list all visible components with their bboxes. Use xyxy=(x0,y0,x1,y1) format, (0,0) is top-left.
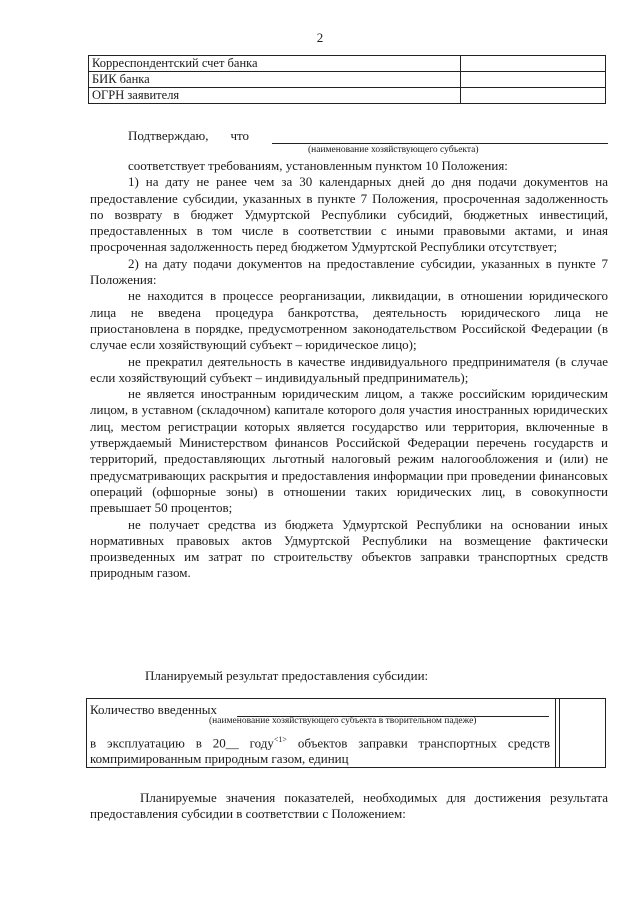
entity-name-blank xyxy=(272,143,608,144)
paragraph: соответствует требованиям, установленным пунктом 10 Положения: xyxy=(128,158,508,173)
requirements-text xyxy=(90,158,608,582)
bank-details-table xyxy=(88,55,606,104)
bank-row-label: БИК банка xyxy=(89,72,461,88)
bank-row-value xyxy=(461,88,606,104)
confirm-word-that: что xyxy=(230,128,250,143)
result-text-part: объектов заправки транспортных средств компримированным природным газом, единиц xyxy=(90,735,551,767)
result-text-part: в эксплуатацию в 20__ году xyxy=(90,735,274,751)
paragraph: не получает средства из бюджета Удмуртской Республики на основании иных нормативных правовых актов Удмуртской Республики на возмещение фактически произведенных им затрат по строительству объектов заправки транспортных средств природным газом. xyxy=(90,516,608,581)
paragraph: не прекратил деятельность в качестве индивидуального предпринимателя (в случае если хозяйствующий субъект – индивидуальный предприниматель); xyxy=(90,353,608,385)
page-number: 2 xyxy=(316,30,324,45)
confirm-line xyxy=(128,128,249,144)
result-label: Количество введенных xyxy=(90,702,218,717)
table-divider xyxy=(555,699,556,767)
table-row xyxy=(89,88,606,104)
table-row xyxy=(89,72,606,88)
paragraph: не находится в процессе реорганизации, ликвидации, в отношении юридического лица не введена процедура банкротства, деятельность юридического лица не приостановлена в порядке, предусмотренном законодательством Российской Федерации (в случае если хозяйствующий субъект – юридическое лицо); xyxy=(90,288,608,353)
bank-row-value xyxy=(461,72,606,88)
confirm-word: Подтверждаю, xyxy=(128,128,209,143)
result-description xyxy=(90,732,550,767)
result-caption: (наименование хозяйствующего субъекта в творительном падеже) xyxy=(209,716,477,726)
table-row xyxy=(89,56,606,72)
bank-row-label: Корреспондентский счет банка xyxy=(89,56,461,72)
indicators-text: Планируемые значения показателей, необходимых для достижения результата предоставления субсидии в соответствии с Положением: xyxy=(90,790,608,822)
planned-result-table xyxy=(86,698,606,768)
planned-result-title: Планируемый результат предоставления субсидии: xyxy=(145,668,429,683)
paragraph: не является иностранным юридическим лицом, а также российским юридическим лицом, в уставном (складочном) капитале которого доля участия иностранных юридических лиц, местом регистрации которых является государство или территория, включенные в утверждаемый Министерством финансов Российской Федерации перечень государств и территорий, предоставляющих льготный налоговый режим налогообложения и (или) не предусматривающих раскрытия и предоставления информации при проведении финансовых операций (офшорные зоны) в отношении таких юридических лиц, в совокупности превышает 50 процентов; xyxy=(90,386,608,516)
bank-row-label: ОГРН заявителя xyxy=(89,88,461,104)
bank-row-value xyxy=(461,56,606,72)
table-divider xyxy=(559,699,560,767)
footnote-ref: <1> xyxy=(273,735,287,744)
paragraph: 2) на дату подачи документов на предоставление субсидии, указанных в пункте 7 Положения: xyxy=(90,255,608,288)
paragraph: 1) на дату не ранее чем за 30 календарных дней до дня подачи документов на предоставление субсидии, указанных в пункте 7 Положения, просроченная задолженность по возврату в бюджет Удмуртской Республики субсидий, бюджетных инвестиций, предоставленных в том числе в соответствии с иными правовыми актами, и иная просроченная задолженность перед бюджетом Удмуртской Республики отсутствует; xyxy=(90,174,608,255)
entity-name-caption: (наименование хозяйствующего субъекта) xyxy=(308,145,479,155)
